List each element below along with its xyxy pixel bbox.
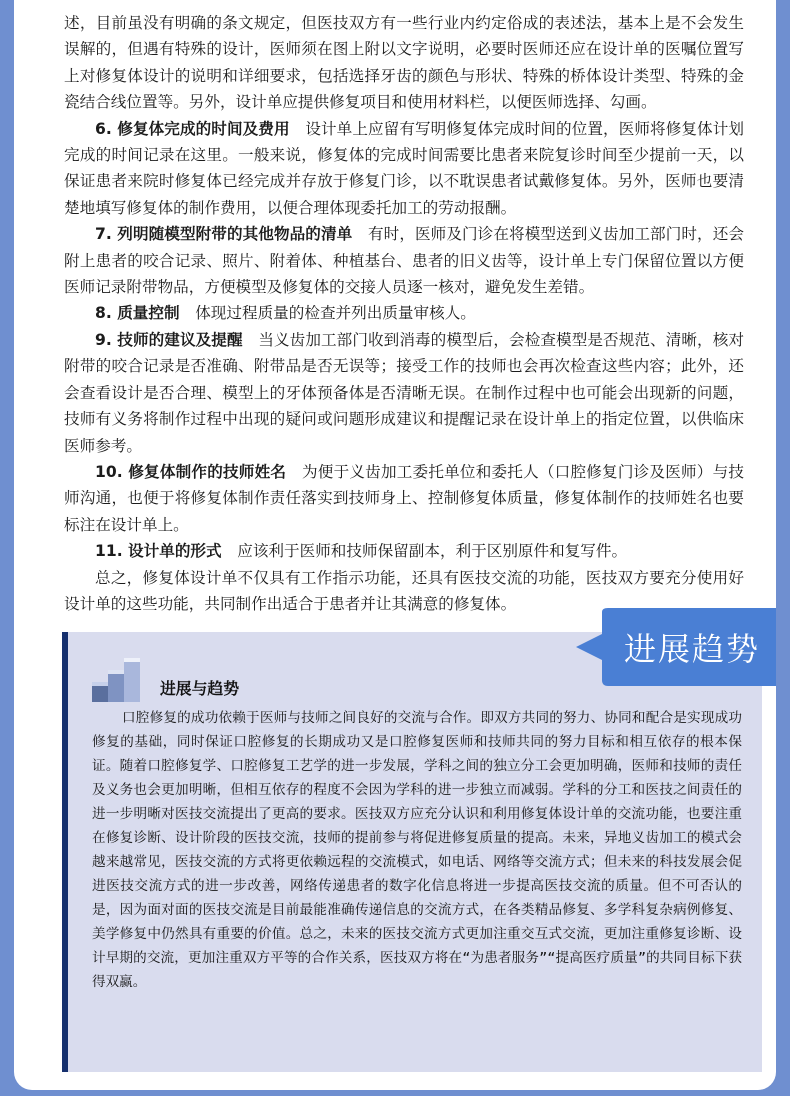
item-text: 为便于义齿加工委托单位和委托人（口腔修复门诊及医师）与技师沟通，也便于将修复体制作责任落实到技师身上、控制修复体质量，修复体制作的技师姓名也要标注在设计单上。	[64, 462, 744, 534]
progress-trend-banner	[574, 608, 776, 686]
banner-label: 进展趋势	[623, 630, 760, 668]
item-text: 设计单上应留有写明修复体完成时间的位置，医师将修复体计划完成的时间记录在这里。一般来说，修复体的完成时间需要比患者来院复诊时间至少提前一天，以保证患者来院时修复体已经完成并存放于修复门诊，以不耽误患者试戴修复体。另外，医师也要清楚地填写修复体的制作费用，以便合理体现委托加工的劳动报酬。	[64, 119, 744, 217]
progress-trends-box	[62, 632, 762, 1072]
paragraph	[64, 327, 744, 459]
paragraph	[64, 300, 744, 326]
paragraph: 述，目前虽没有明确的条文规定，但医技双方有一些行业内约定俗成的表述法，基本上是不会发生误解的，但遇有特殊的设计，医师须在图上附以文字说明，必要时医师还应在设计单的医嘱位置写上对修复体设计的说明和详细要求，包括选择牙齿的颜色与形状、特殊的桥体设计类型、特殊的金瓷结合线位置等。另外，设计单应提供修复项目和使用材料栏，以便医师选择、勾画。	[64, 14, 744, 112]
item-text: 体现过程质量的检查并列出质量审核人。	[195, 304, 476, 323]
item-heading: 10. 修复体制作的技师姓名	[95, 462, 287, 481]
item-heading: 7. 列明随模型附带的其他物品的清单	[95, 225, 353, 244]
section-body	[92, 706, 742, 994]
paragraph	[64, 538, 744, 564]
paragraph	[64, 116, 744, 222]
document-text	[64, 10, 744, 617]
paragraph: 总之，修复体设计单不仅具有工作指示功能，还具有医技交流的功能，医技双方要充分使用好设计单的这些功能，共同制作出适合于患者并让其满意的修复体。	[64, 568, 744, 613]
item-heading: 6. 修复体完成的时间及费用	[95, 119, 290, 138]
item-text: 当义齿加工部门收到消毒的模型后，会检查模型是否规范、清晰，核对附带的咬合记录是否准确、附带品是否无误等；接受工作的技师也会再次检查这些内容；此外，还会查看设计是否合理、模型上的牙体预备体是否清晰无误。在制作过程中也可能会出现新的问题，技师有义务将制作过程中出现的疑问或问题形成建议和提醒记录在设计单上的指定位置，以供临床医师参考。	[64, 330, 744, 455]
section-paragraph: 口腔修复的成功依赖于医师与技师之间良好的交流与合作。即双方共同的努力、协同和配合是实现成功修复的基础，同时保证口腔修复的长期成功又是口腔修复医师和技师共同的努力目标和相互依存的根本保证。随着口腔修复学、口腔修复工艺学的进一步发展，学科之间的独立分工会更加明确，医师和技师的责任及义务也会更加明晰，但相互依存的程度不会因为学科的进一步独立而减弱。学科的分工和医技之间责任的进一步明晰对医技交流提出了更高的要求。医技双方应充分认识和利用修复体设计单的交流功能，也要注重在修复诊断、设计阶段的医技交流，技师的提前参与将促进修复质量的提高。未来，异地义齿加工的模式会越来越常见，医技交流的方式将更依赖远程的交流模式，如电话、网络等交流方式；但未来的科技发展会促进医技交流方式的进一步改善，网络传递患者的数字化信息将进一步提高医技交流的质量。但不可否认的是，因为面对面的医技交流是目前最能准确传递信息的交流方式，在各类精品修复、多学科复杂病例修复、美学修复中仍然具有重要的价值。总之，未来的医技交流方式更加注重交互式交流，更加注重修复诊断、设计早期的交流，更加注重双方平等的合作关系，医技双方将在“为患者服务”“提高医疗质量”的共同目标下获得双赢。	[92, 710, 742, 990]
page-frame	[14, 0, 776, 1090]
item-heading: 9. 技师的建议及提醒	[95, 330, 243, 349]
paragraph	[64, 221, 744, 300]
item-heading: 8. 质量控制	[95, 304, 180, 323]
section-title: 进展与趋势	[160, 679, 239, 698]
stairs-icon	[88, 652, 146, 706]
item-text: 应该利于医师和技师保留副本，利于区别原件和复写件。	[237, 542, 628, 561]
item-heading: 11. 设计单的形式	[95, 542, 222, 561]
item-text: 有时，医师及门诊在将模型送到义齿加工部门时，还会附上患者的咬合记录、照片、附着体、种植基台、患者的旧义齿等，设计单上专门保留位置以方便医师记录附带物品，方便模型及修复体的交接人员逐一核对，避免发生差错。	[64, 225, 744, 297]
paragraph	[64, 459, 744, 538]
